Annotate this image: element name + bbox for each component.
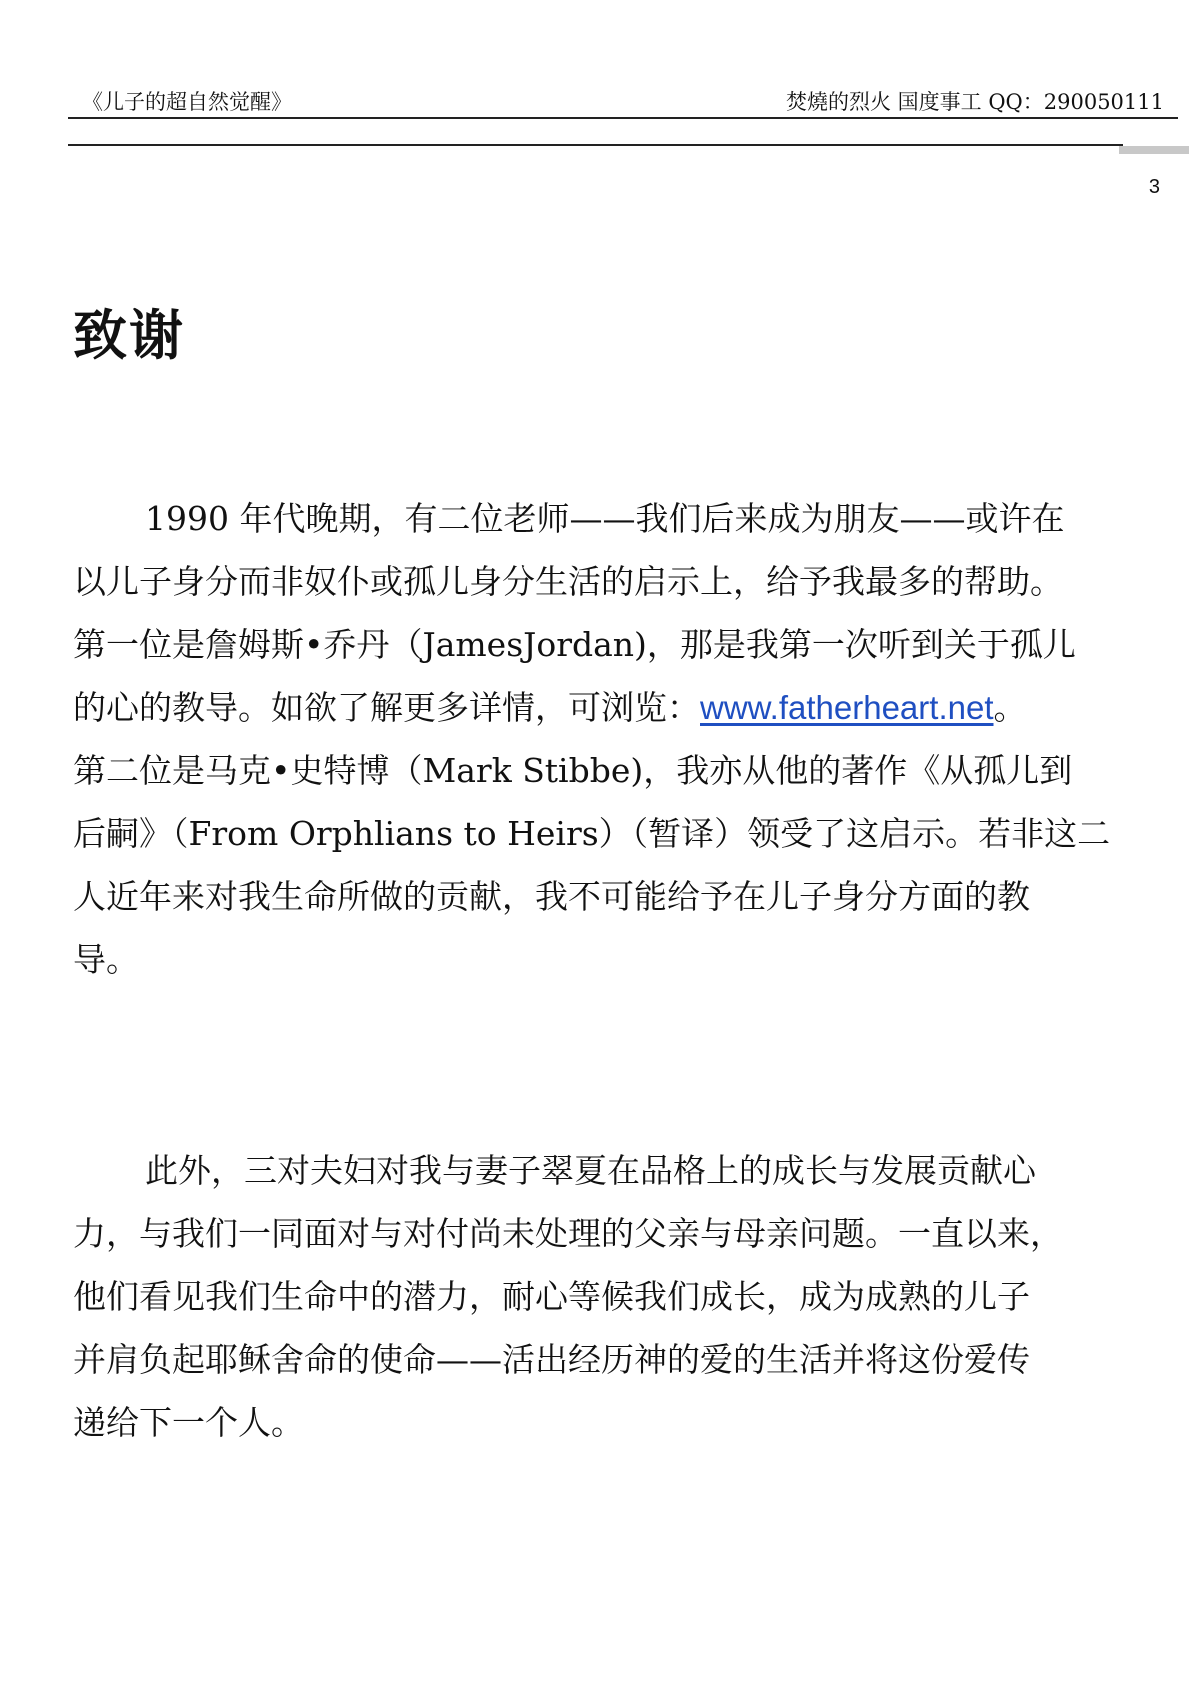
header-rule-top <box>68 117 1178 119</box>
paragraph-line: 他们看见我们生命中的潜力，耐心等候我们成长，成为成熟的儿子 <box>73 1277 1030 1316</box>
link-suffix: 。 <box>993 688 1027 727</box>
paragraph-line: 力，与我们一同面对与对付尚未处理的父亲与母亲问题。一直以来， <box>73 1214 1063 1253</box>
header-book-title: 《儿子的超自然觉醒》 <box>82 90 292 114</box>
fatherheart-link[interactable]: www.fatherheart.net <box>700 689 994 726</box>
header-shade-block <box>1119 146 1189 154</box>
paragraph-line: 1990 年代晚期，有二位老师——我们后来成为朋友——或许在 <box>145 499 1065 538</box>
running-header <box>68 86 1178 118</box>
header-rule-bottom <box>68 144 1123 146</box>
paragraph-line: 递给下一个人。 <box>73 1403 304 1442</box>
paragraph-acknowledgement-couples <box>73 1139 1118 1454</box>
paragraph-line: 第二位是马克•史特博（Mark Stibbe)，我亦从他的著作《从孤儿到 <box>73 751 1073 790</box>
header-translator-info: 焚燒的烈火 国度事工 QQ：290050111 <box>785 90 1164 114</box>
paragraph-acknowledgement-teachers <box>73 487 1118 991</box>
page-number: 3 <box>1148 176 1160 198</box>
paragraph-line: 并肩负起耶稣舍命的使命——活出经历神的爱的生活并将这份爱传 <box>73 1340 1030 1379</box>
paragraph-line: 第一位是詹姆斯•乔丹（JamesJordan)，那是我第一次听到关于孤儿 <box>73 625 1076 664</box>
paragraph-line: 后嗣》（From Orphlians to Heirs）（暂译）领受了这启示。若非这二 <box>73 814 1111 853</box>
paragraph-line-with-link <box>73 676 1118 739</box>
paragraph-line: 此外，三对夫妇对我与妻子翠夏在品格上的成长与发展贡献心 <box>145 1151 1036 1190</box>
paragraph-line: 人近年来对我生命所做的贡献，我不可能给予在儿子身分方面的教 <box>73 877 1030 916</box>
paragraph-line-text: 的心的教导。如欲了解更多详情，可浏览： <box>73 688 700 727</box>
paragraph-line: 导。 <box>73 940 139 979</box>
paragraph-line: 以儿子身分而非奴仆或孤儿身分生活的启示上，给予我最多的帮助。 <box>73 562 1063 601</box>
page-title: 致谢 <box>73 303 185 367</box>
